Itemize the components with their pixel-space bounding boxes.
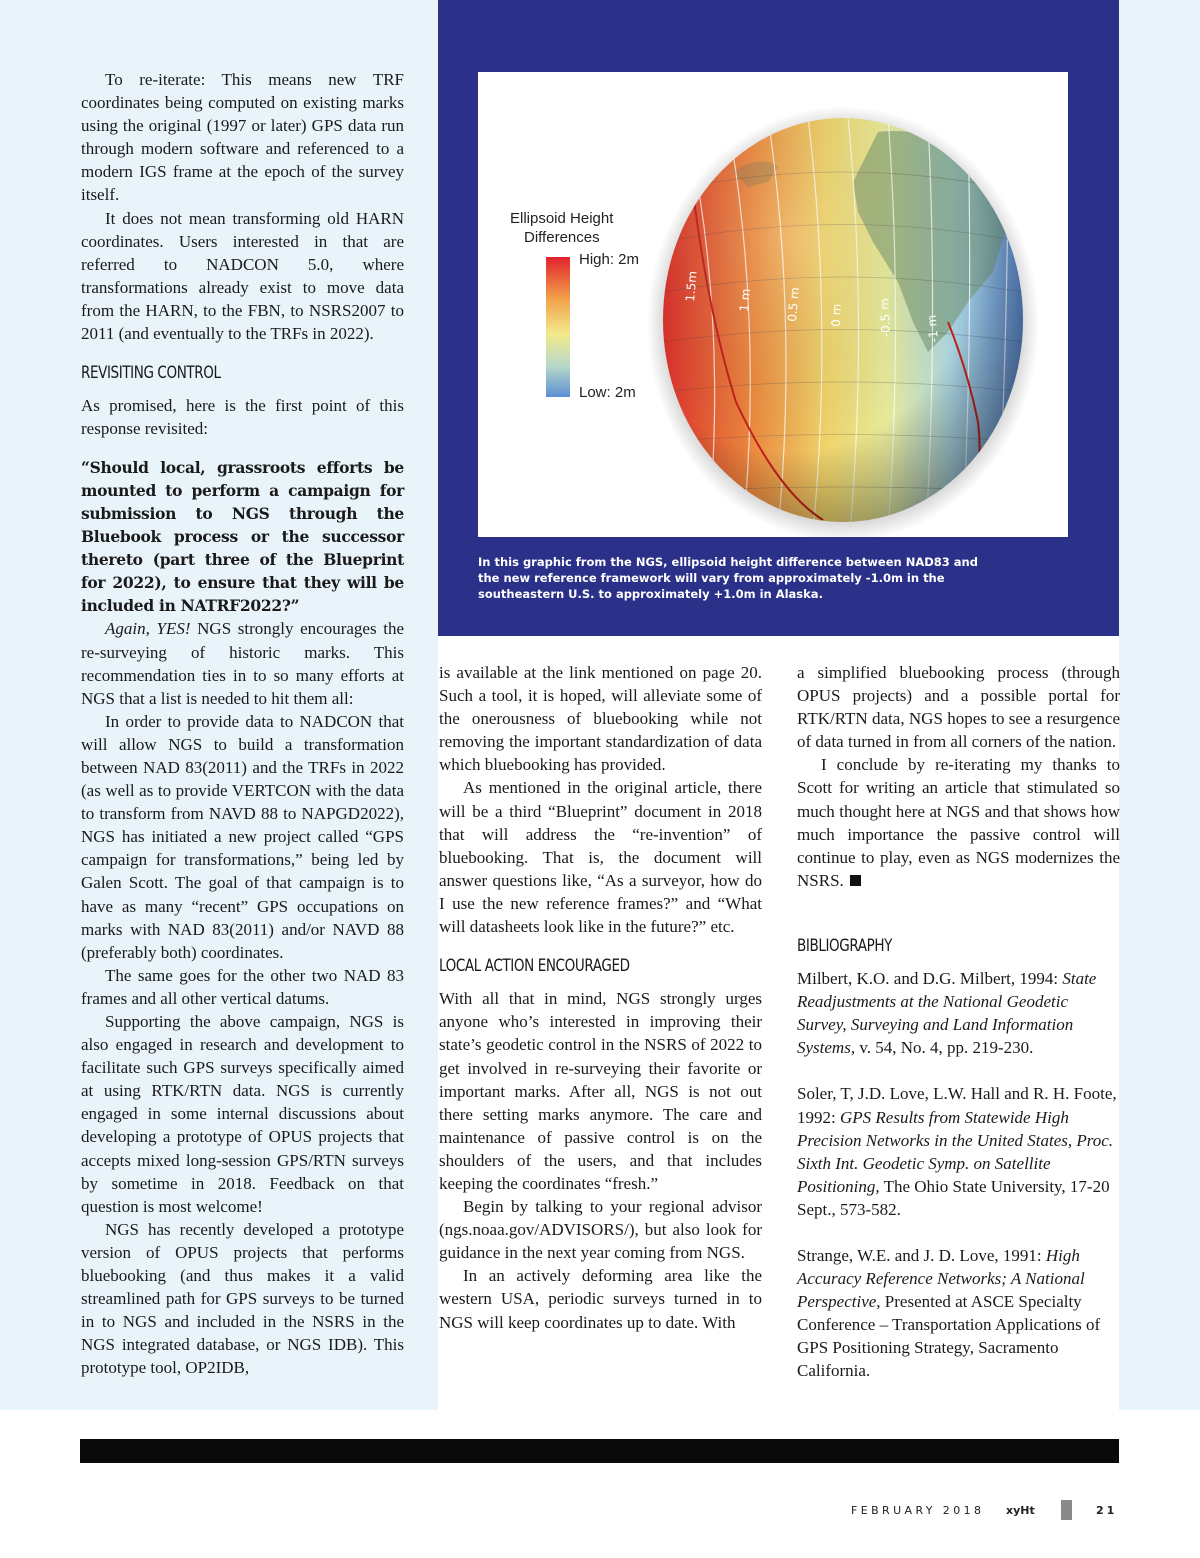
bib-authors: Strange, W.E. and J. D. Love, 1991: xyxy=(797,1245,1046,1265)
globe-map xyxy=(478,72,1068,537)
paragraph: With all that in mind, NGS strongly urges anyone who’s interested in improving their state’s geodetic control in the NSRS of 2022 to get involved in re-surveying their favorite or important marks. After all, NGS is not out there setting marks anymore. The care and maintenance of passive control is on the shoulders of the users, and that includes keeping the coordinates “fresh.” xyxy=(439,989,762,1193)
bib-details: v. 54, No. 4, pp. 219-230. xyxy=(855,1038,1034,1058)
paragraph: To re-iterate: This means new TRF coordinates being computed on existing marks using the original (1997 or later) GPS data run through modern software and referenced to a modern IGS frame at the epoch of the survey itself. xyxy=(81,70,404,205)
paragraph: Supporting the above campaign, NGS is also engaged in research and development to facilitate such GPS surveys specifically aimed at using RTK/RTN data. NGS is currently engaged in some internal discussions about developing a prototype of OPUS projects that accepts mixed long-session GPS/RTN surveys by sometime in 2018. Feedback on that question is most welcome! xyxy=(81,1012,404,1216)
footer-issue-date: FEBRUARY 2018 xyxy=(851,1504,985,1517)
bib-title: State Readjustments at the National Geodetic Survey, Surveying and Land Information Systems, xyxy=(797,969,1097,1058)
figure-caption: In this graphic from the NGS, ellipsoid height difference between NAD83 and the new reference framework will vary from approximately -1.0m in the southeastern U.S. to approximately +1.0m in Alaska. xyxy=(478,555,978,601)
paragraph xyxy=(797,753,1120,892)
paragraph-text: I conclude by re-iterating my thanks to Scott for writing an article that stimulated so much thought here at NGS and that shows how much importance the passive control will continue to play, even as NGS modernizes the NSRS. xyxy=(797,755,1120,890)
bib-details: Presented at ASCE Specialty Conference – Transportation Applications of GPS Positioning Strategy, Sacramento California. xyxy=(797,1292,1101,1381)
bib-details: The Ohio State University, 17-20 Sept., 573-582. xyxy=(797,1176,1110,1219)
paragraph: As mentioned in the original article, there will be a third “Blueprint” document in 2018 that will address the “re-invention” of bluebooking. That is, the document will answer questions like, “As a surveyor, how do I use the new reference frames?” and “What will datasheets look like in the future?” etc. xyxy=(439,778,762,937)
contour-label: 1.5m xyxy=(683,270,700,303)
column-2 xyxy=(439,661,762,1334)
bib-authors: Soler, T, J.D. Love, L.W. Hall and R. H. Foote, 1992: xyxy=(797,1084,1117,1127)
legend-title: Ellipsoid Height xyxy=(510,210,614,227)
footer-rule xyxy=(80,1439,1119,1463)
bib-authors: Milbert, K.O. and D.G. Milbert, 1994: xyxy=(797,969,1063,989)
bibliography-entry xyxy=(797,967,1120,1059)
paragraph: In an actively deforming area like the western USA, periodic surveys turned in to NGS will keep coordinates up to date. With xyxy=(439,1266,762,1332)
emphasis: Again, YES! xyxy=(105,619,191,639)
pull-quote: “Should local, grassroots efforts be mounted to perform a campaign for submission to NGS through the Bluebook process or the successor thereto (part three of the Blueprint for 2022), to ensure that they will be included in NATRF2022?” xyxy=(81,458,404,616)
section-heading: REVISITING CONTROL xyxy=(81,363,221,383)
paragraph: The same goes for the other two NAD 83 frames and all other vertical datums. xyxy=(81,965,404,1008)
paragraph xyxy=(81,617,404,709)
contour-label: -0.5 m xyxy=(877,297,893,338)
end-of-article-mark xyxy=(850,875,861,886)
bibliography-entry xyxy=(797,1082,1120,1221)
ellipsoid-height-figure xyxy=(478,72,1068,537)
section-heading: BIBLIOGRAPHY xyxy=(797,935,893,955)
column-1 xyxy=(81,68,404,1380)
bib-title: GPS Results from Statewide High Precision Networks in the United States, Proc. Sixth Int. Geodetic Symp. on Satellite Positioning, xyxy=(797,1107,1114,1196)
right-margin-background xyxy=(1119,0,1200,1410)
paragraph: As promised, here is the first point of this response revisited: xyxy=(81,396,404,439)
bibliography-entry xyxy=(797,1244,1120,1383)
paragraph-text: NGS strongly encourages the re-surveying of historic marks. This recommendation ties in to so many efforts at NGS that a list is needed to hit them all: xyxy=(81,619,404,708)
paragraph: a simplified bluebooking process (through OPUS projects) and a possible portal for RTK/RTN data, NGS hopes to see a resurgence of data turned in from all corners of the nation. xyxy=(797,663,1120,752)
bib-title: High Accuracy Reference Networks; A National Perspective, xyxy=(797,1245,1085,1312)
legend-low-label: Low: 2m xyxy=(579,384,636,401)
legend-high-label: High: 2m xyxy=(579,251,640,268)
paragraph: is available at the link mentioned on page 20. Such a tool, it is hoped, will alleviate some of the onerousness of bluebooking while not removing the important standardization of data which bluebooking has provided. xyxy=(439,663,762,775)
contour-label: 0 m xyxy=(829,303,844,328)
contour-label: 1 m xyxy=(737,287,754,313)
footer-separator xyxy=(1061,1500,1072,1520)
column-3 xyxy=(797,661,1120,1383)
legend-color-bar xyxy=(546,257,570,397)
contour-label: 0.5 m xyxy=(785,286,803,323)
paragraph: NGS has recently developed a prototype version of OPUS projects that performs bluebooking (and thus makes it a valid streamlined path for GPS surveys to be turned in to NGS and included in the NSRS in the NGS integrated database, or NGS IDB). This prototype tool, OP2IDB, xyxy=(81,1219,404,1378)
page-number: 21 xyxy=(1096,1504,1118,1517)
footer-magazine-name: xyHt xyxy=(1006,1504,1035,1517)
legend-title: Differences xyxy=(524,229,600,246)
paragraph: It does not mean transforming old HARN coordinates. Users interested in that are referred to NADCON 5.0, where transformations already exist to move data from the HARN, to the FBN, to NSRS2007 to 2011 (and eventually to the TRFs in 2022). xyxy=(81,208,404,344)
contour-label: -1 m xyxy=(924,314,941,343)
section-heading: LOCAL ACTION ENCOURAGED xyxy=(439,956,630,976)
paragraph: In order to provide data to NADCON that will allow NGS to build a transformation between NAD 83(2011) and the TRFs in 2022 (as well as to provide VERTCON with the data to transform from NAVD 88 to NAPGD2022), NGS has initiated a new project called “GPS campaign for transformations,” being led by Galen Scott. The goal of that campaign is to have as many “recent” GPS occupations on marks with NAD 83(2011) and/or NAVD 88 (preferably both) coordinates. xyxy=(81,711,404,962)
paragraph: Begin by talking to your regional advisor (ngs.noaa.gov/ADVISORS/), but also look for guidance in the next year coming from NGS. xyxy=(439,1197,762,1263)
